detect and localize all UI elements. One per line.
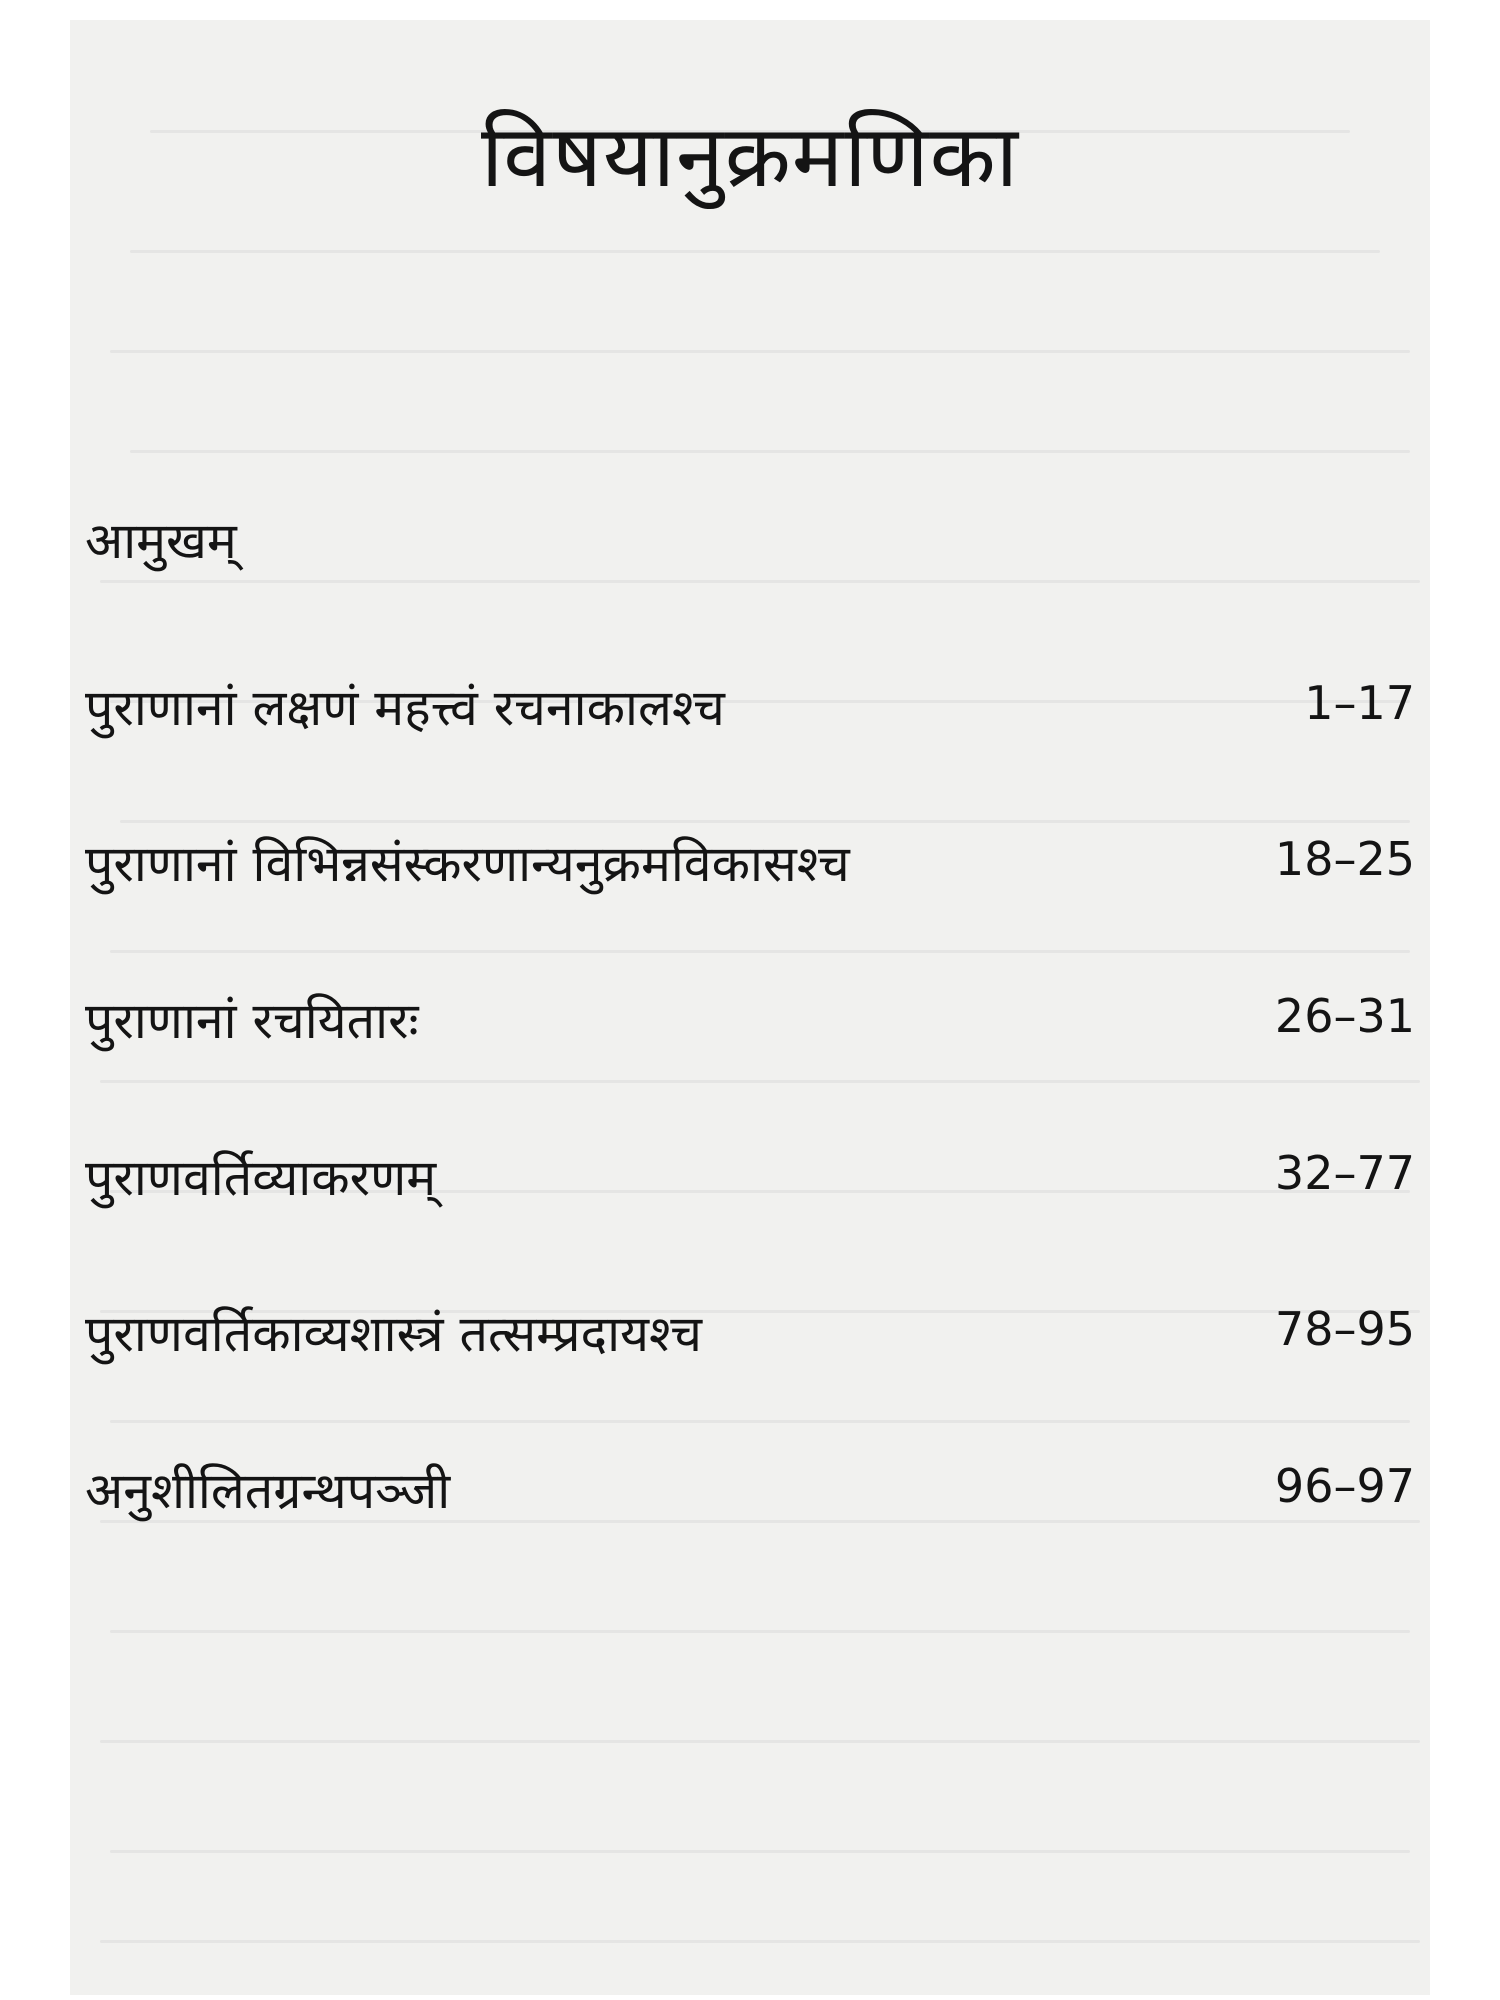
toc-row bbox=[0, 672, 1500, 752]
toc-entry-pages: 32–77 bbox=[1274, 1146, 1415, 1200]
preface-heading: आमुखम् bbox=[85, 512, 237, 570]
toc-entry-title: पुराणानां रचयितारः bbox=[85, 992, 419, 1050]
page-title: विषयानुक्रमणिका bbox=[481, 107, 1019, 207]
toc-entry-pages: 96–97 bbox=[1274, 1459, 1415, 1513]
toc-entry-title: पुराणानां विभिन्नसंस्करणान्यनुक्रमविकासश्च bbox=[85, 835, 850, 893]
toc-entry-title: पुराणानां लक्षणं महत्त्वं रचनाकालश्च bbox=[85, 679, 725, 737]
toc-entry-title: अनुशीलितग्रन्थपञ्जी bbox=[85, 1462, 451, 1520]
toc-row bbox=[0, 985, 1500, 1065]
toc-entry-title: पुराणवर्तिकाव्यशास्त्रं तत्सम्प्रदायश्च bbox=[85, 1305, 703, 1363]
toc-row bbox=[0, 1142, 1500, 1222]
toc-row bbox=[0, 828, 1500, 908]
toc-entry-pages: 18–25 bbox=[1274, 832, 1415, 886]
toc-row bbox=[0, 1455, 1500, 1535]
toc-entry-pages: 26–31 bbox=[1274, 989, 1415, 1043]
toc-row bbox=[0, 1298, 1500, 1378]
toc-entry-pages: 1–17 bbox=[1304, 676, 1415, 730]
toc-entry-title: पुराणवर्तिव्याकरणम् bbox=[85, 1149, 437, 1207]
toc-entry-pages: 78–95 bbox=[1274, 1302, 1415, 1356]
